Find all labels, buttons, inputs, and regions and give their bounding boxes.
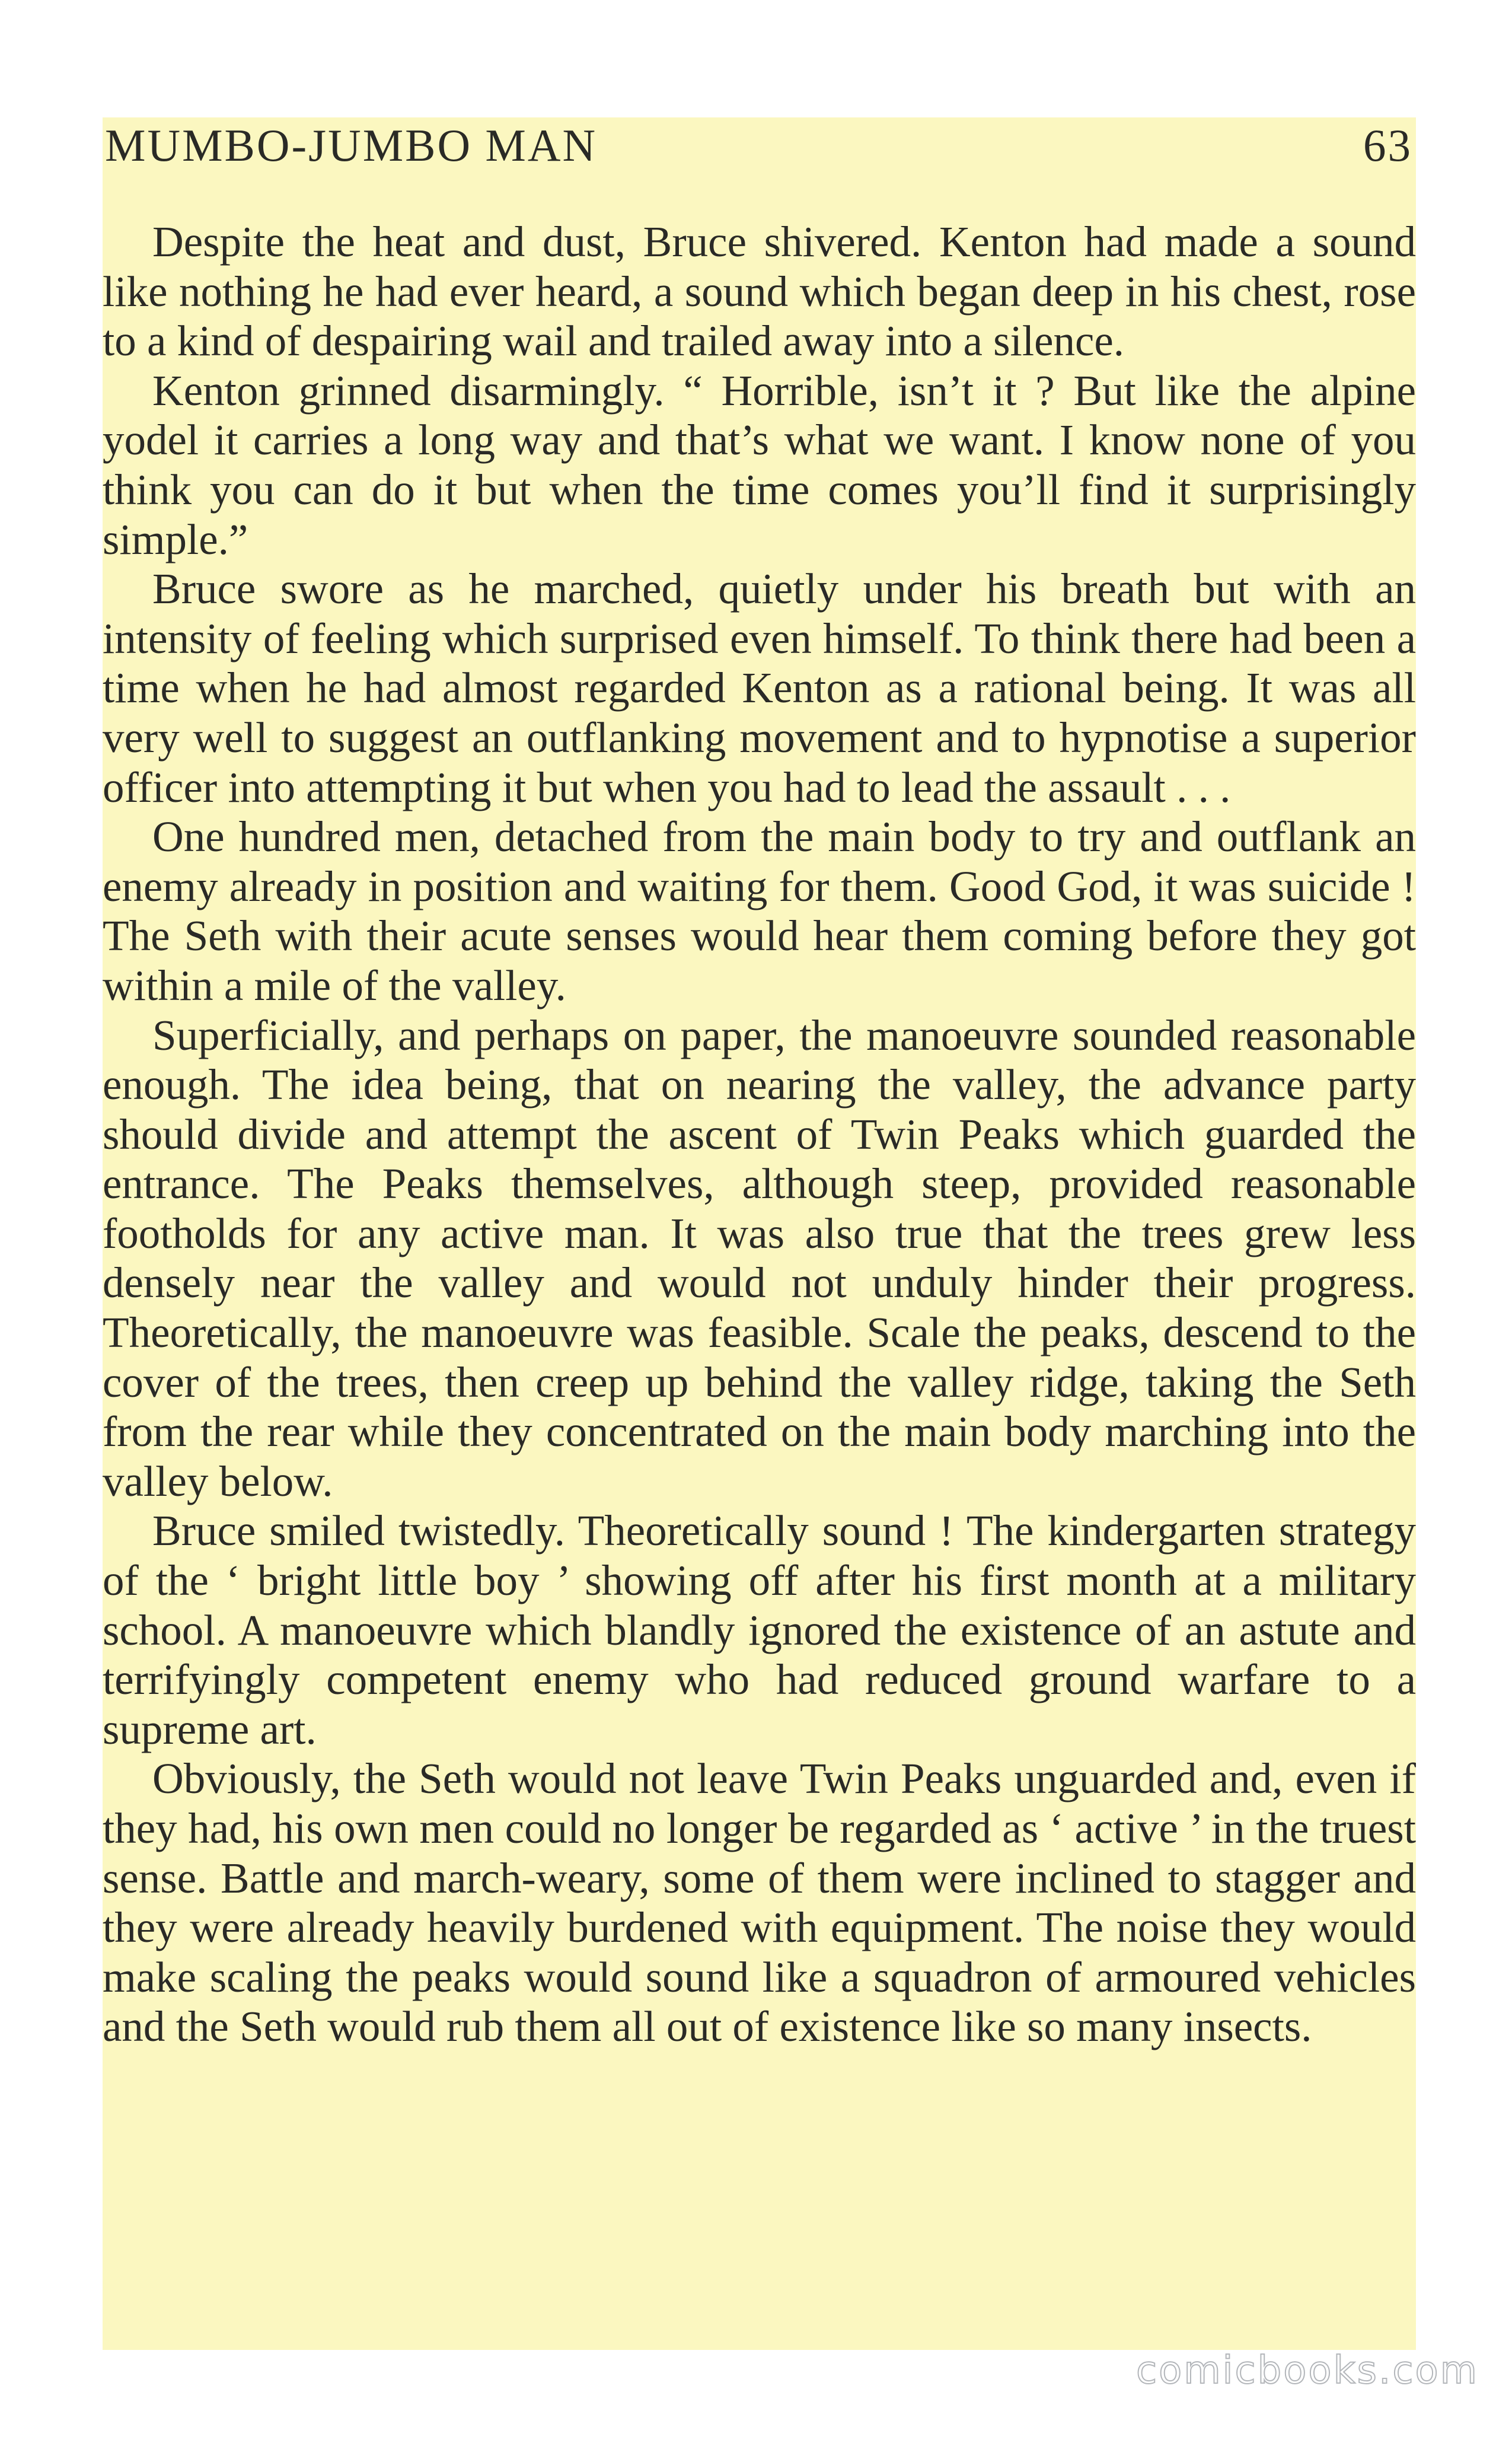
paragraph: Kenton grinned disarmingly. “ Horrible, isn’t it ? But like the alpine yodel it carries a long way and that’s what we want. I know none of you think you can do it but when the time comes you’ll find it surprisingly simple.”	[103, 366, 1416, 563]
paragraph: Bruce swore as he marched, quietly under his breath but with an intensity of feeling which surprised even himself. To think there had been a time when he had almost regarded Kenton as a rational being. It was all very well to suggest an outflanking movement and to hypnotise a superior officer into attempting it but when you had to lead the assault . . .	[103, 565, 1416, 811]
paragraph: Obviously, the Seth would not leave Twin Peaks unguarded and, even if they had, his own men could no longer be regarded as ‘ active ’ in the truest sense. Battle and march-weary, some of them were inclined to stagger and they were already heavily burdened with equipment. The noise they would make scaling the peaks would sound like a squadron of armoured vehicles and the Seth would rub them all out of existence like so many insects.	[103, 1754, 1416, 2051]
paragraph: Superficially, and perhaps on paper, the manoeuvre sounded reasonable enough. The idea being, that on nearing the valley, the advance party should divide and attempt the ascent of Twin Peaks which guarded the entrance. The Peaks themselves, although steep, provided reasonable footholds for any active man. It was also true that the trees grew less densely near the valley and would not unduly hinder their progress. Theoretically, the manoeuvre was feasible. Scale the peaks, descend to the cover of the trees, then creep up behind the valley ridge, taking the Seth from the rear while they concentrated on the main body marching into the valley below.	[103, 1011, 1416, 1505]
paragraph: Despite the heat and dust, Bruce shivered. Kenton had made a sound like nothing he had ever heard, a sound which began deep in his chest, rose to a kind of despairing wail and trailed away into a silence.	[103, 218, 1416, 365]
body-text	[103, 217, 1416, 2052]
paragraph: One hundred men, detached from the main body to try and outflank an enemy already in position and waiting for them. Good God, it was suicide ! The Seth with their acute senses would hear them coming before they got within a mile of the valley.	[103, 813, 1416, 1009]
book-title: MUMBO-JUMBO MAN	[105, 120, 598, 171]
running-head	[103, 113, 1416, 178]
watermark: comicbooks.com	[1135, 2349, 1479, 2393]
paragraph: Bruce smiled twistedly. Theoretically sound ! The kindergarten strategy of the ‘ bright little boy ’ showing off after his first month at a military school. A manoeuvre which blandly ignored the existence of an astute and terrifyingly competent enemy who had reduced ground warfare to a supreme art.	[103, 1507, 1416, 1753]
page-number: 63	[1363, 120, 1412, 171]
